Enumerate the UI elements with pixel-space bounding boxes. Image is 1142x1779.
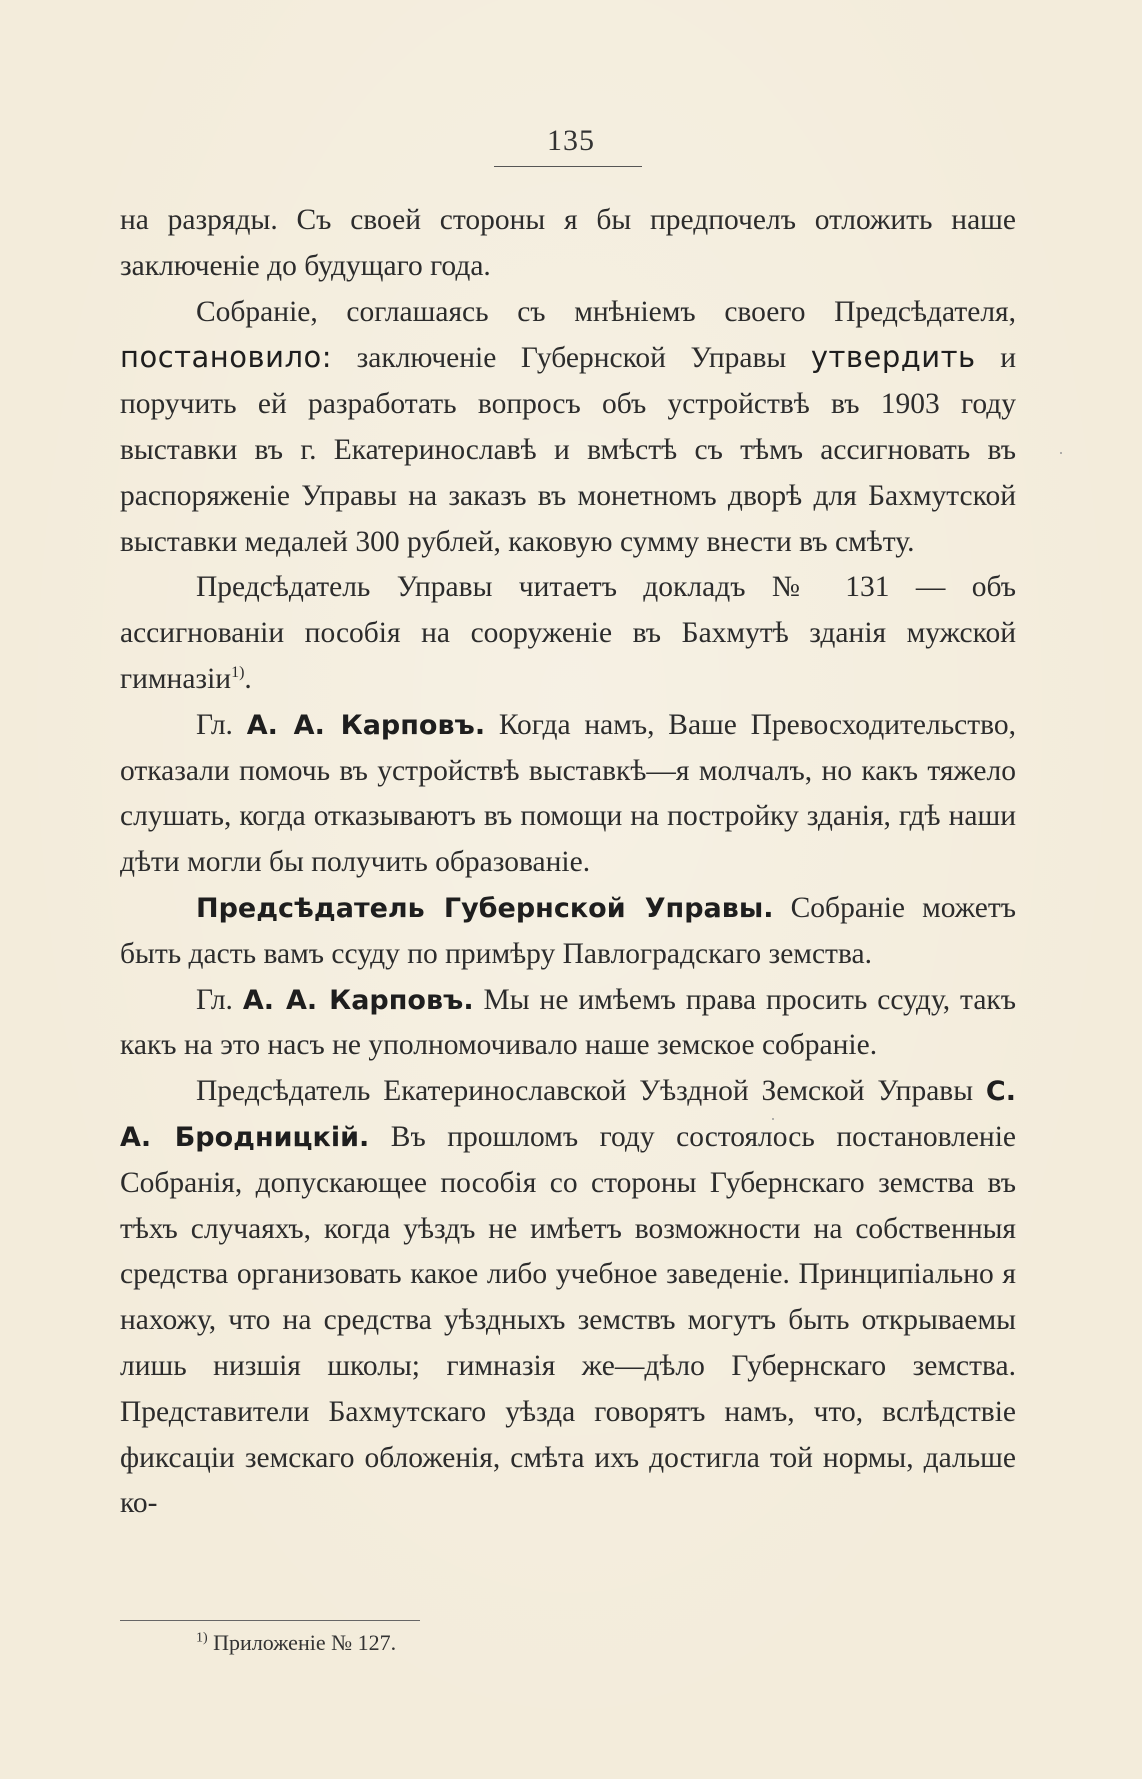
footnote-marker: 1) bbox=[196, 1630, 208, 1646]
footnote-text: Приложеніе № 127. bbox=[207, 1630, 397, 1655]
footnote-reference: 1) bbox=[231, 664, 245, 682]
paragraph-p1 bbox=[120, 198, 1016, 290]
text-run: Мы не имѣемъ права просить ссуду, такъ какъ на это насъ не уполномочивало наше земское собраніе. bbox=[120, 983, 1016, 1062]
paragraph-p3 bbox=[120, 565, 1016, 702]
speaker-name: Предсѣдатель Губернской Управы. bbox=[196, 892, 774, 924]
text-run: Предсѣдатель Управы читаетъ докладъ № 131 — объ ассигнованіи пособія на сооруженіе въ Бахмутѣ зданія мужской гимназіи bbox=[120, 571, 1016, 695]
emphasized-term: утвердить bbox=[810, 340, 976, 375]
page-number: 135 bbox=[547, 124, 595, 157]
body-text bbox=[120, 198, 1016, 1527]
footnote bbox=[196, 1630, 396, 1656]
paper-speck bbox=[1060, 452, 1062, 454]
speaker-name: С. А. Бродницкій. bbox=[120, 1076, 1016, 1153]
header-rule bbox=[494, 166, 642, 167]
text-run: Гл. bbox=[196, 708, 247, 741]
text-run: Въ прошломъ году состоялось постановленіе Собранія, допускающее пособія со стороны Губернскаго земства въ тѣхъ случаяхъ, когда уѣздъ не имѣетъ возможности на собственныя средства организовать какое либо учебное заведеніе. Принципіально я нахожу, что на средства уѣздныхъ земствъ могутъ быть открываемы лишь низшія школы; гимназія же—дѣло Губернскаго земства. Представители Бахмутскаго уѣзда говорятъ намъ, что, вслѣдствіе фиксаціи земскаго обложенія, смѣта ихъ достигла той нормы, дальше ко- bbox=[120, 1120, 1017, 1520]
emphasized-term: постановило: bbox=[120, 340, 333, 375]
paragraph-p7 bbox=[120, 1069, 1016, 1527]
paragraph-p5 bbox=[120, 886, 1016, 978]
text-run: Гл. bbox=[196, 983, 243, 1016]
text-run: на разряды. Съ своей стороны я бы предпочелъ отложить наше заключеніе до будущаго года. bbox=[120, 204, 1016, 282]
paper-speck bbox=[772, 1118, 774, 1120]
text-run: Когда намъ, Ваше Превосходительство, отказали помочь въ устройствѣ выставкѣ—я молчалъ, но какъ тяжело слушать, когда отказываютъ въ помощи на постройку зданія, гдѣ наши дѣти могли бы получить образованіе. bbox=[120, 708, 1016, 879]
text-run: . bbox=[244, 662, 252, 695]
text-run: Собраніе, соглашаясь съ мнѣніемъ своего Предсѣдателя, bbox=[196, 295, 1016, 328]
text-run: Предсѣдатель Екатеринославской Уѣздной Земской Управы bbox=[196, 1075, 986, 1108]
text-run: Собраніе можетъ быть дасть вамъ ссуду по примѣру Павлоградскаго земства. bbox=[120, 891, 1016, 970]
text-run: заключеніе Губернской Управы bbox=[332, 342, 811, 375]
paragraph-p6 bbox=[120, 978, 1016, 1070]
paragraph-p4 bbox=[120, 703, 1016, 886]
paragraph-p2 bbox=[120, 290, 1016, 566]
text-run: и поручить ей разработать вопросъ объ устройствѣ въ 1903 году выставки въ г. Екатеринославѣ и вмѣстѣ съ тѣмъ ассигновать въ распоряженіе Управы на заказъ въ монетномъ дворѣ для Бахмутской выставки медалей 300 рублей, каковую сумму внести въ смѣту. bbox=[120, 342, 1016, 558]
speaker-name: А. А. Карповъ. bbox=[246, 709, 486, 741]
footnote-rule bbox=[120, 1620, 420, 1621]
speaker-name: А. А. Карповъ. bbox=[242, 984, 474, 1016]
